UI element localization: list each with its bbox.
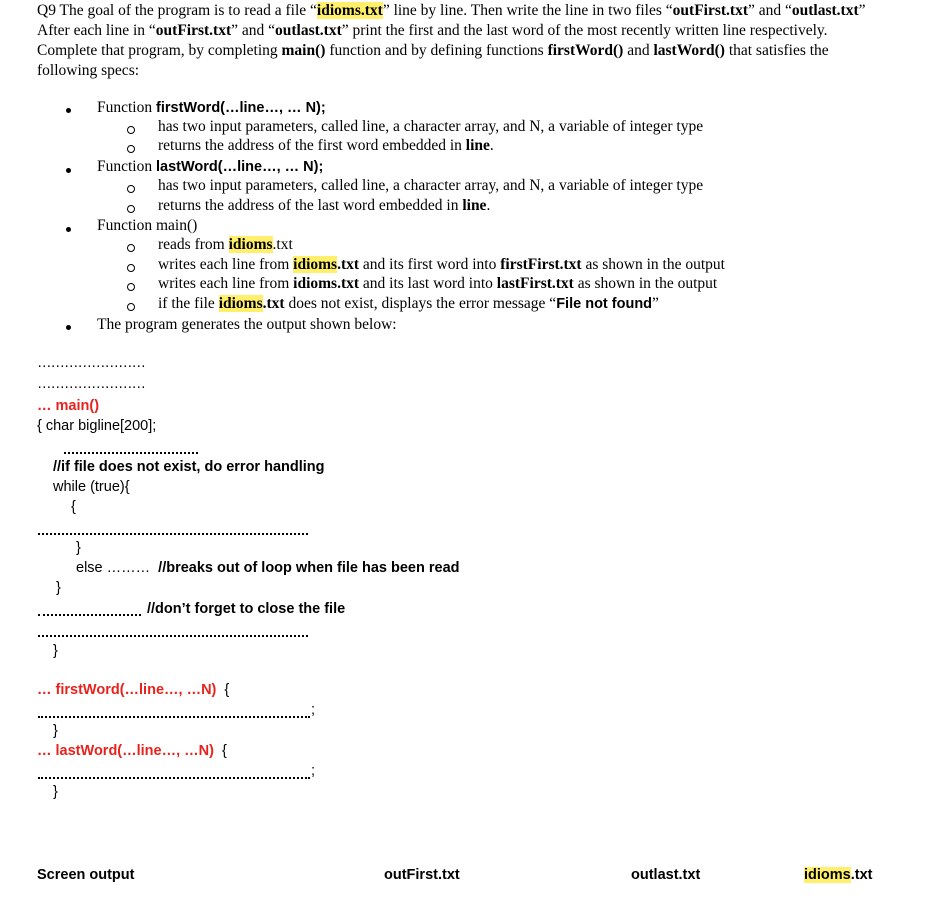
circle-bullet-icon xyxy=(127,126,135,134)
label-outlast: outlast.txt xyxy=(631,867,701,883)
spec-generates: The program generates the output shown below: xyxy=(97,316,397,333)
close-brace: } xyxy=(76,540,81,556)
label-outfirst: outFirst.txt xyxy=(384,867,460,883)
label-screen-output: Screen output xyxy=(37,867,135,883)
main-signature: … main() xyxy=(37,398,100,414)
spec-main-error: if the file idioms.txt does not exist, displays the error message “File not found” xyxy=(158,295,659,312)
circle-bullet-icon xyxy=(127,185,135,193)
spec-firstword-params: has two input parameters, called line, a character array, and N, a variable of integer type xyxy=(158,118,704,135)
else-line: else ……… //breaks out of loop when file has been read xyxy=(76,560,460,576)
question-line-1: Q9 The goal of the program is to read a file “idioms.txt” line by line. Then write the line in two files “outFirst.txt” and “outlast.txt” xyxy=(37,2,866,19)
comment-close-file: //don’t forget to close the file xyxy=(147,601,346,617)
blank-dots xyxy=(38,716,310,718)
question-line-3: Complete that program, by completing main() function and by defining functions firstWord() and lastWord() that satisfies the xyxy=(37,42,829,59)
semicolon: ; xyxy=(311,702,316,718)
blank-dots xyxy=(38,777,310,779)
spec-lastword-head: Function lastWord(…line…, … N); xyxy=(97,158,324,175)
close-brace: } xyxy=(53,723,58,739)
spec-firstword-returns: returns the address of the first word embedded in line. xyxy=(158,137,494,154)
spec-main-writes-first: writes each line from idioms.txt and its first word into firstFirst.txt as shown in the output xyxy=(158,256,725,273)
bullet-icon xyxy=(66,108,71,113)
lastword-signature: … lastWord(…line…, …N) { xyxy=(37,743,227,759)
question-line-2: After each line in “outFirst.txt” and “outlast.txt” print the first and the last word of the most recently written line respectively. xyxy=(37,22,828,39)
circle-bullet-icon xyxy=(127,145,135,153)
spec-main-reads: reads from idioms.txt xyxy=(158,236,293,253)
blank-dots xyxy=(38,533,308,535)
blank-dots xyxy=(38,614,141,616)
blank-dots: …………………… xyxy=(37,376,145,392)
blank-dots: …………………… xyxy=(37,355,145,371)
spec-main-head: Function main() xyxy=(97,217,198,234)
while-loop: while (true){ xyxy=(53,479,130,495)
bullet-icon xyxy=(66,227,71,232)
close-brace: } xyxy=(56,580,61,596)
bullet-icon xyxy=(66,325,71,330)
bullet-icon xyxy=(66,168,71,173)
blank-dots xyxy=(38,635,308,637)
main-declaration: { char bigline[200]; xyxy=(37,418,157,434)
firstword-signature: … firstWord(…line…, …N) { xyxy=(37,682,230,698)
label-idioms: idioms.txt xyxy=(804,867,873,883)
close-brace: } xyxy=(53,784,58,800)
close-brace: } xyxy=(53,643,58,659)
circle-bullet-icon xyxy=(127,283,135,291)
circle-bullet-icon xyxy=(127,264,135,272)
circle-bullet-icon xyxy=(127,303,135,311)
blank-dots xyxy=(64,452,198,454)
file-name-idioms: idioms.txt xyxy=(316,2,383,19)
circle-bullet-icon xyxy=(127,205,135,213)
spec-lastword-params: has two input parameters, called line, a character array, and N, a variable of integer type xyxy=(158,177,704,194)
semicolon: ; xyxy=(311,763,316,779)
circle-bullet-icon xyxy=(127,244,135,252)
comment-error-handling: //if file does not exist, do error handling xyxy=(53,459,325,475)
open-brace: { xyxy=(71,499,76,515)
spec-firstword-head: Function firstWord(…line…, … N); xyxy=(97,99,326,116)
spec-main-writes-last: writes each line from idioms.txt and its last word into lastFirst.txt as shown in the output xyxy=(158,275,718,292)
spec-lastword-returns: returns the address of the last word embedded in line. xyxy=(158,197,491,214)
question-line-4: following specs: xyxy=(37,62,140,79)
